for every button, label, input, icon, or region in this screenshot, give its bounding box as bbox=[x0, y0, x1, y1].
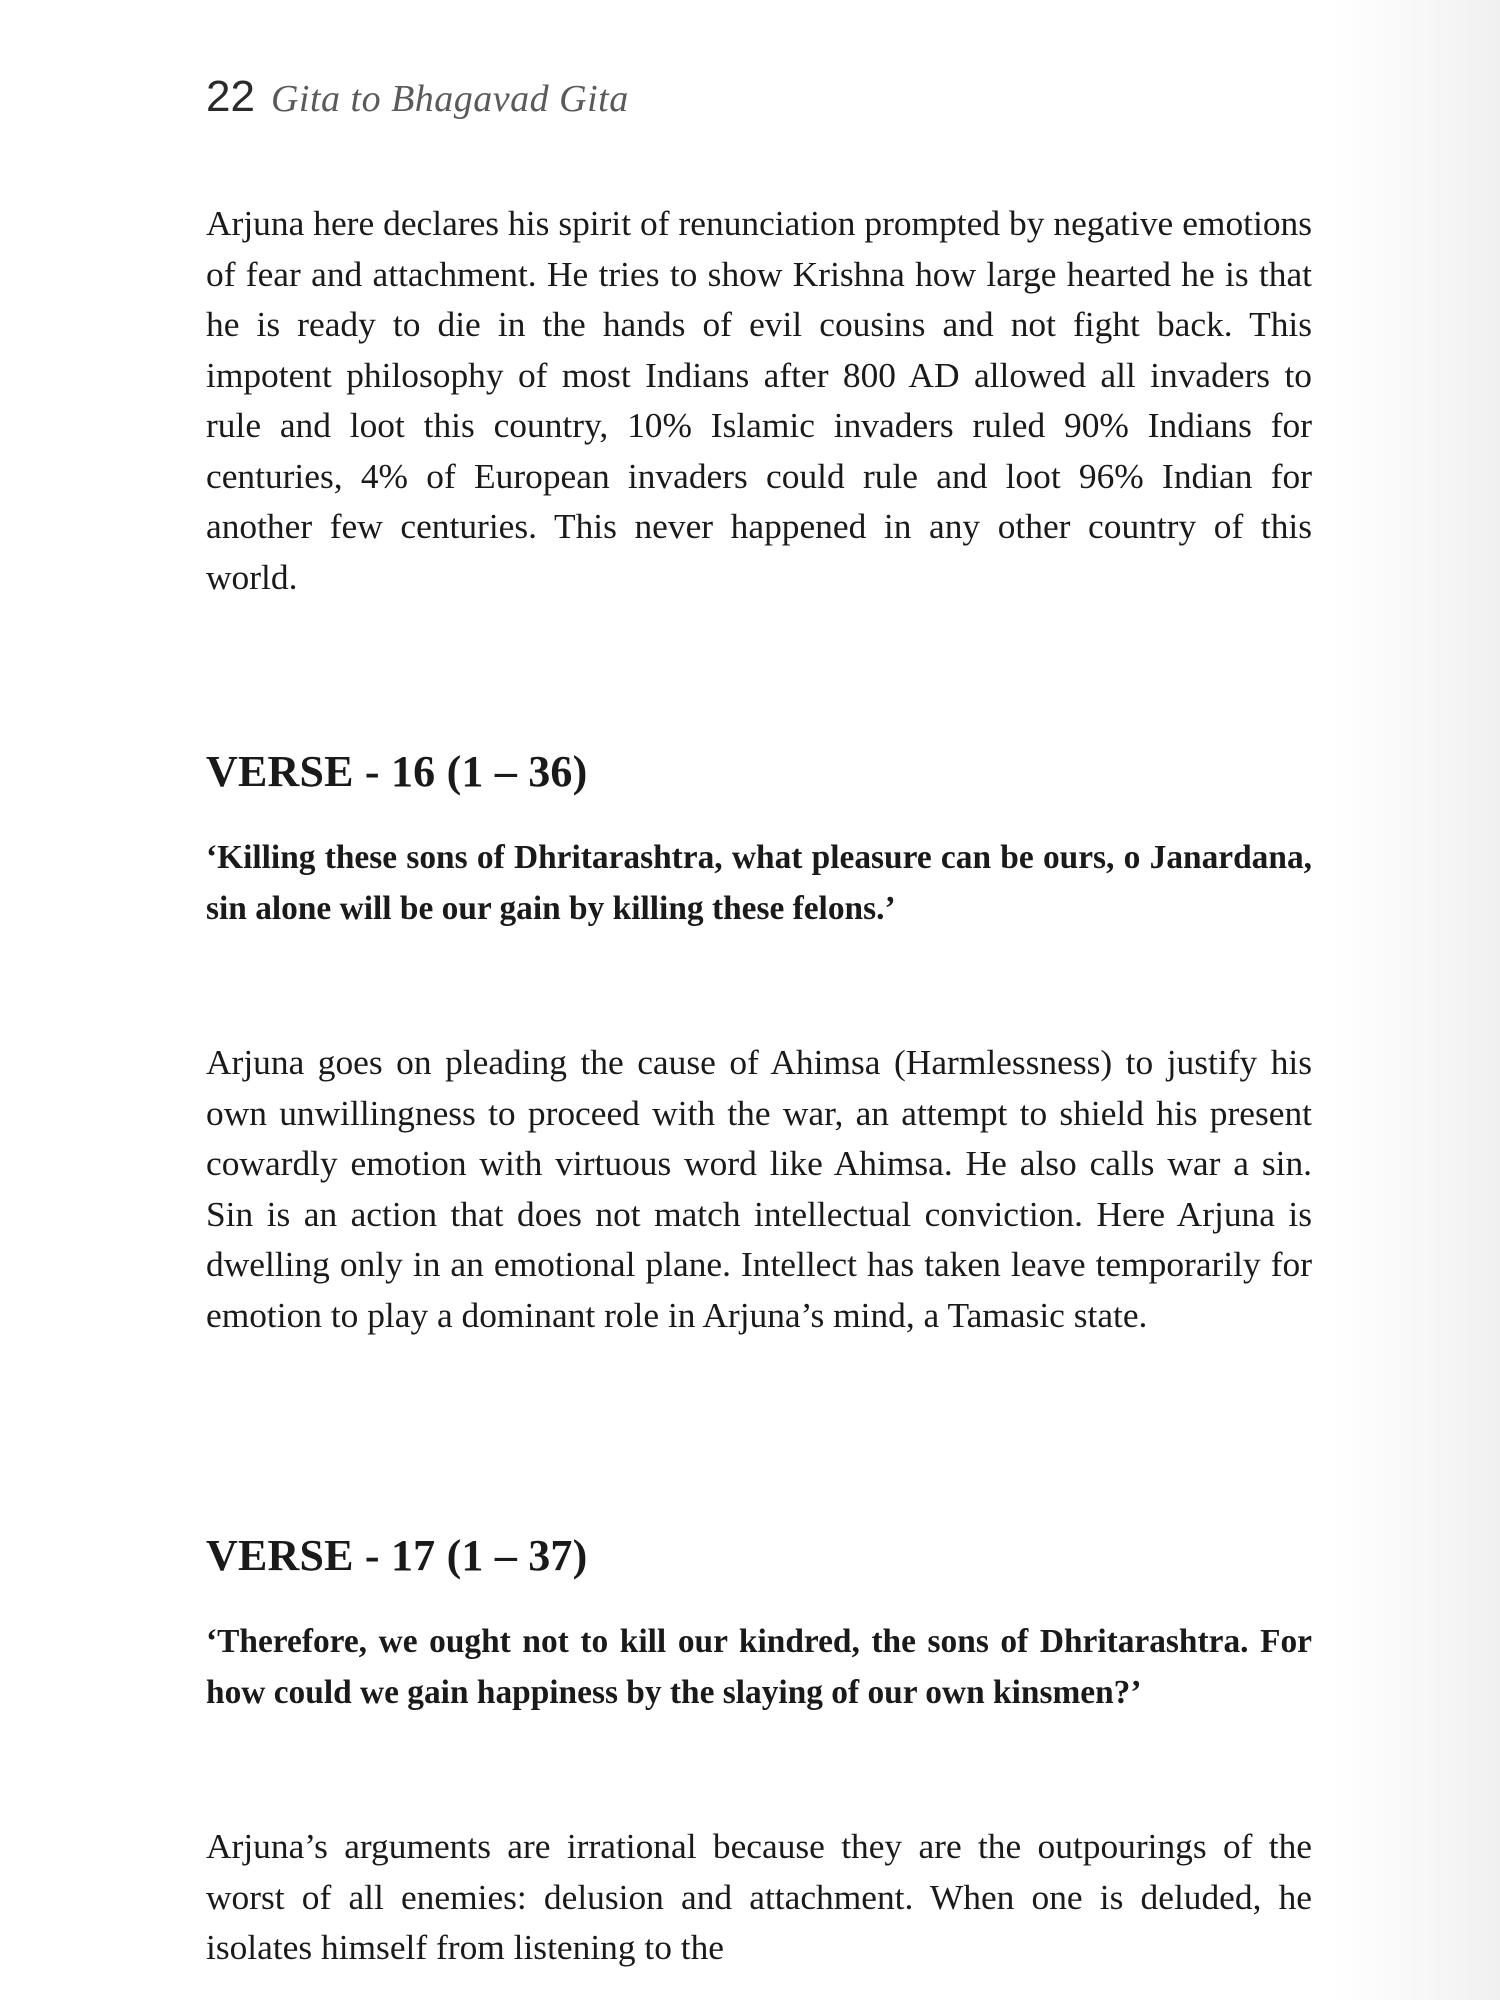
running-title: Gita to Bhagavad Gita bbox=[270, 78, 629, 120]
page-edge-shadow bbox=[1330, 0, 1500, 2000]
verse-17-quote: ‘Therefore, we ought not to kill our kindred, the sons of Dhritarashtra. For how could we gain happiness by the slaying of our own kinsmen?’ bbox=[206, 1623, 1312, 1711]
verse-17-heading: VERSE - 17 (1 – 37) bbox=[206, 1531, 588, 1580]
paragraph-commentary-3: Arjuna’s arguments are irrational because they are the outpourings of the worst of all enemies: delusion and attachment. When one is deluded, he isolates himself from listening to the bbox=[206, 1826, 1312, 1967]
page-header bbox=[206, 72, 629, 122]
paragraph-commentary-2: Arjuna goes on pleading the cause of Ahimsa (Harmlessness) to justify his own unwillingness to proceed with the war, an attempt to shield his present cowardly emotion with virtuous word like Ahimsa. He also calls war a sin. Sin is an action that does not match intellectual conviction. Here Arjuna is dwelling only in an emotional plane. Intellect has taken leave temporarily for emotion to play a dominant role in Arjuna’s mind, a Tamasic state. bbox=[206, 1042, 1312, 1335]
verse-16-heading: VERSE - 16 (1 – 36) bbox=[206, 747, 588, 796]
paragraph-commentary-1: Arjuna here declares his spirit of renunciation prompted by negative emotions of fear and attachment. He tries to show Krishna how large hearted he is that he is ready to die in the hands of evil cousins and not fight back. This impotent philosophy of most Indians after 800 AD allowed all invaders to rule and loot this country, 10% Islamic invaders ruled 90% Indians for centuries, 4% of European invaders could rule and loot 96% Indian for another few centuries. This never happened in any other country of this world. bbox=[206, 203, 1312, 597]
page-number: 22 bbox=[206, 72, 255, 121]
verse-16-quote: ‘Killing these sons of Dhritarashtra, what pleasure can be ours, o Janardana, sin alone will be our gain by killing these felons.’ bbox=[206, 839, 1312, 927]
